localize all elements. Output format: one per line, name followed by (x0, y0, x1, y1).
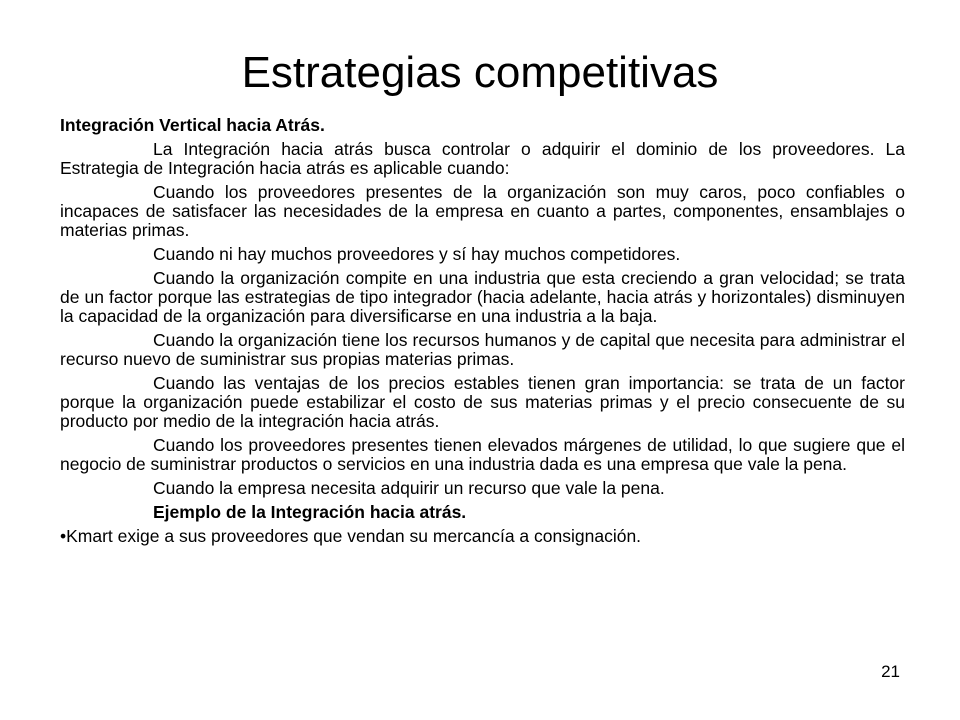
paragraph-stable-prices: Cuando las ventajas de los precios estables tienen gran importancia: se trata de un factor porque la organización puede estabilizar el costo de sus materias primas y el precio consecuente de su producto por medio de la integración hacia atrás. (60, 373, 905, 431)
slide-body (60, 116, 905, 546)
example-heading: Ejemplo de la Integración hacia atrás. (153, 502, 467, 522)
slide-title: Estrategias competitivas (241, 48, 719, 97)
paragraph-growing-industry: Cuando la organización compite en una industria que esta creciendo a gran velocidad; se trata de un factor porque las estrategias de tipo integrador (hacia adelante, hacia atrás y horizontales) disminuyen la capacidad de la organización para diversificarse en una industria a la baja. (60, 268, 905, 326)
paragraph-valuable-resource: Cuando la empresa necesita adquirir un recurso que vale la pena. (153, 478, 665, 498)
section-heading: Integración Vertical hacia Atrás. (60, 115, 325, 135)
paragraph-resources: Cuando la organización tiene los recursos humanos y de capital que necesita para administrar el recurso nuevo de suministrar sus propias materias primas. (60, 330, 905, 369)
paragraph-few-suppliers: Cuando ni hay muchos proveedores y sí hay muchos competidores. (153, 244, 681, 264)
page-number: 21 (881, 662, 900, 681)
paragraph-high-margins: Cuando los proveedores presentes tienen elevados márgenes de utilidad, lo que sugiere que el negocio de suministrar productos o servicios en una industria dada es una empresa que vale la pena. (60, 435, 905, 474)
paragraph-intro: La Integración hacia atrás busca controlar o adquirir el dominio de los proveedores. La Estrategia de Integración hacia atrás es aplicable cuando: (60, 139, 905, 178)
bullet-item: •Kmart exige a sus proveedores que vendan su mercancía a consignación. (60, 526, 642, 546)
paragraph-costly-suppliers: Cuando los proveedores presentes de la organización son muy caros, poco confiables o incapaces de satisfacer las necesidades de la empresa en cuanto a partes, componentes, ensamblajes o materias primas. (60, 182, 905, 240)
